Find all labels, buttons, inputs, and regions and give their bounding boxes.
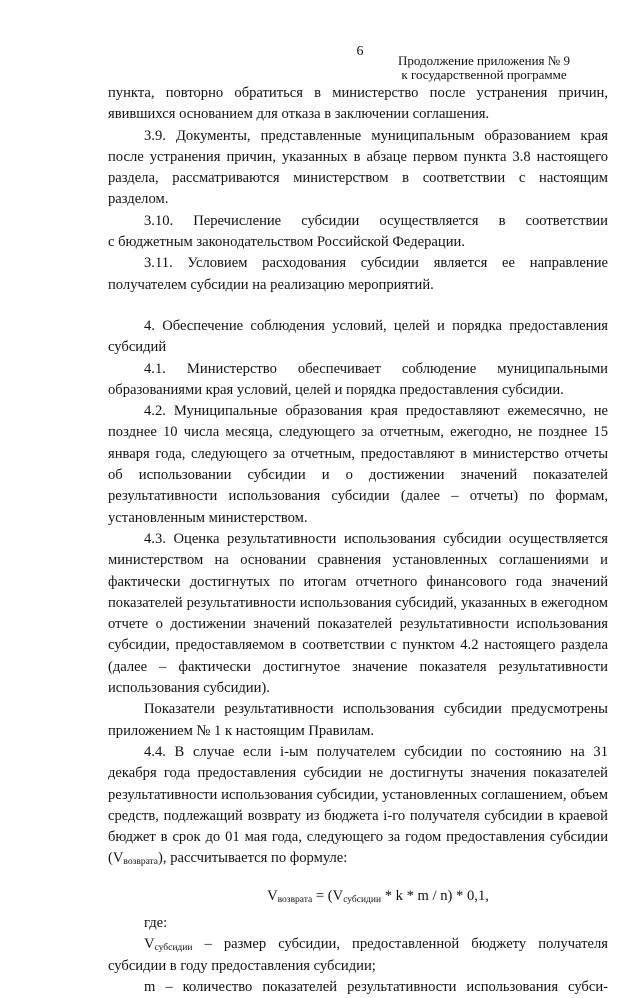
definition-vsubsidy-subscript: субсидии [154,943,193,954]
appendix-header-line2: к государственной программе [401,67,567,82]
refund-formula [108,886,608,907]
paragraph-4-4-end: ), рассчитывается по формуле: [158,850,348,867]
paragraph-3-11: 3.11. Условием расходования субсидии является ее направление получателем субсидии на реализацию мероприятий. [108,255,608,293]
paragraph-4-2: 4.2. Муниципальные образования края предоставляют ежемесячно, не позднее 10 числа месяца, следующего за отчетным, ежегодно, не позднее 15 января года, следующего за отчетным, предоставляют в министерство отчеты об использовании субсидии и о достижении значений показателей результативности использования субсидии (далее – отчеты) по формам, установленным министерством. [108,403,608,526]
definition-vsubsidy-letter: V [144,936,155,953]
formula-v: V [267,887,278,904]
definition-m: m – количество показателей результативности использования субси- [144,978,608,995]
appendix-header-line1: Продолжение приложения № 9 [398,53,570,68]
appendix-header [384,54,584,82]
formula-mid: = (V [312,887,344,904]
paragraph-4-4 [108,742,608,870]
paragraph-4-3-indicators: Показатели результативности использования субсидии предусмотрены приложением № 1 к настоящим Правилам. [108,701,608,739]
paragraph-continuation: пункта, повторно обратиться в министерство после устранения причин, явившихся основанием для отказа в заключении соглашения. [108,85,608,123]
section-4-title: 4. Обеспечение соблюдения условий, целей и порядка предоставления субсидий [108,317,608,356]
spacer [108,296,608,316]
formula-sub-refund: возврата [277,894,313,905]
definition-vsubsidy-text: – размер субсидии, предоставленной бюджету получателя субсидии в году предоставления субсидии; [108,936,608,974]
paragraph-3-10-line1: 3.10. Перечисление субсидии осуществляется в соответствии [144,212,608,229]
paragraph-4-3: 4.3. Оценка результативности использования субсидии осуществляется министерством на основании сравнения установленных соглашениями и фактически достигнутых по итогам отчетного финансового года значений показателей результативности использования субсидий, указанных в ежегодном отчете о достижении значений показателей результативности использования субсидии, предоставляемом в соответствии с пунктом 4.2 настоящего раздела (далее – фактически достигнутое значение показателя результативности использования субсидии). [108,530,608,697]
definition-vsubsidy [108,934,608,977]
paragraph-3-9: 3.9. Документы, представленные муниципальным образованием края после устранения причин, указанных в абзаце первом пункта 3.8 настоящего раздела, рассматриваются министерством в соответствии с настоящим разделом. [108,127,608,208]
document-body [108,83,608,998]
formula-sub-subsidy: субсидии [343,894,382,905]
paragraph-3-10-line2: с бюджетным законодательством Российской Федерации. [108,234,465,251]
paragraph-4-4-subscript: возврата [123,857,159,868]
where-label: где: [144,914,168,931]
formula-tail: * k * m / n) * 0,1, [381,887,489,904]
page-number: 6 [356,44,364,59]
paragraph-4-1: 4.1. Министерство обеспечивает соблюдение муниципальными образованиями края условий, целей и порядка предоставления субсидии. [108,360,608,398]
paragraph-4-4-text: 4.4. В случае если i-ым получателем субсидии по состоянию на 31 декабря года предоставления субсидии не достигнуты значения показателей результативности использования субсидии, установленных соглашением, объем средств, подлежащий возврату из бюджета i-го получателя субсидии в краевой бюджет в срок до 01 мая года, следующего за годом предоставления субсидии (V [108,743,608,867]
